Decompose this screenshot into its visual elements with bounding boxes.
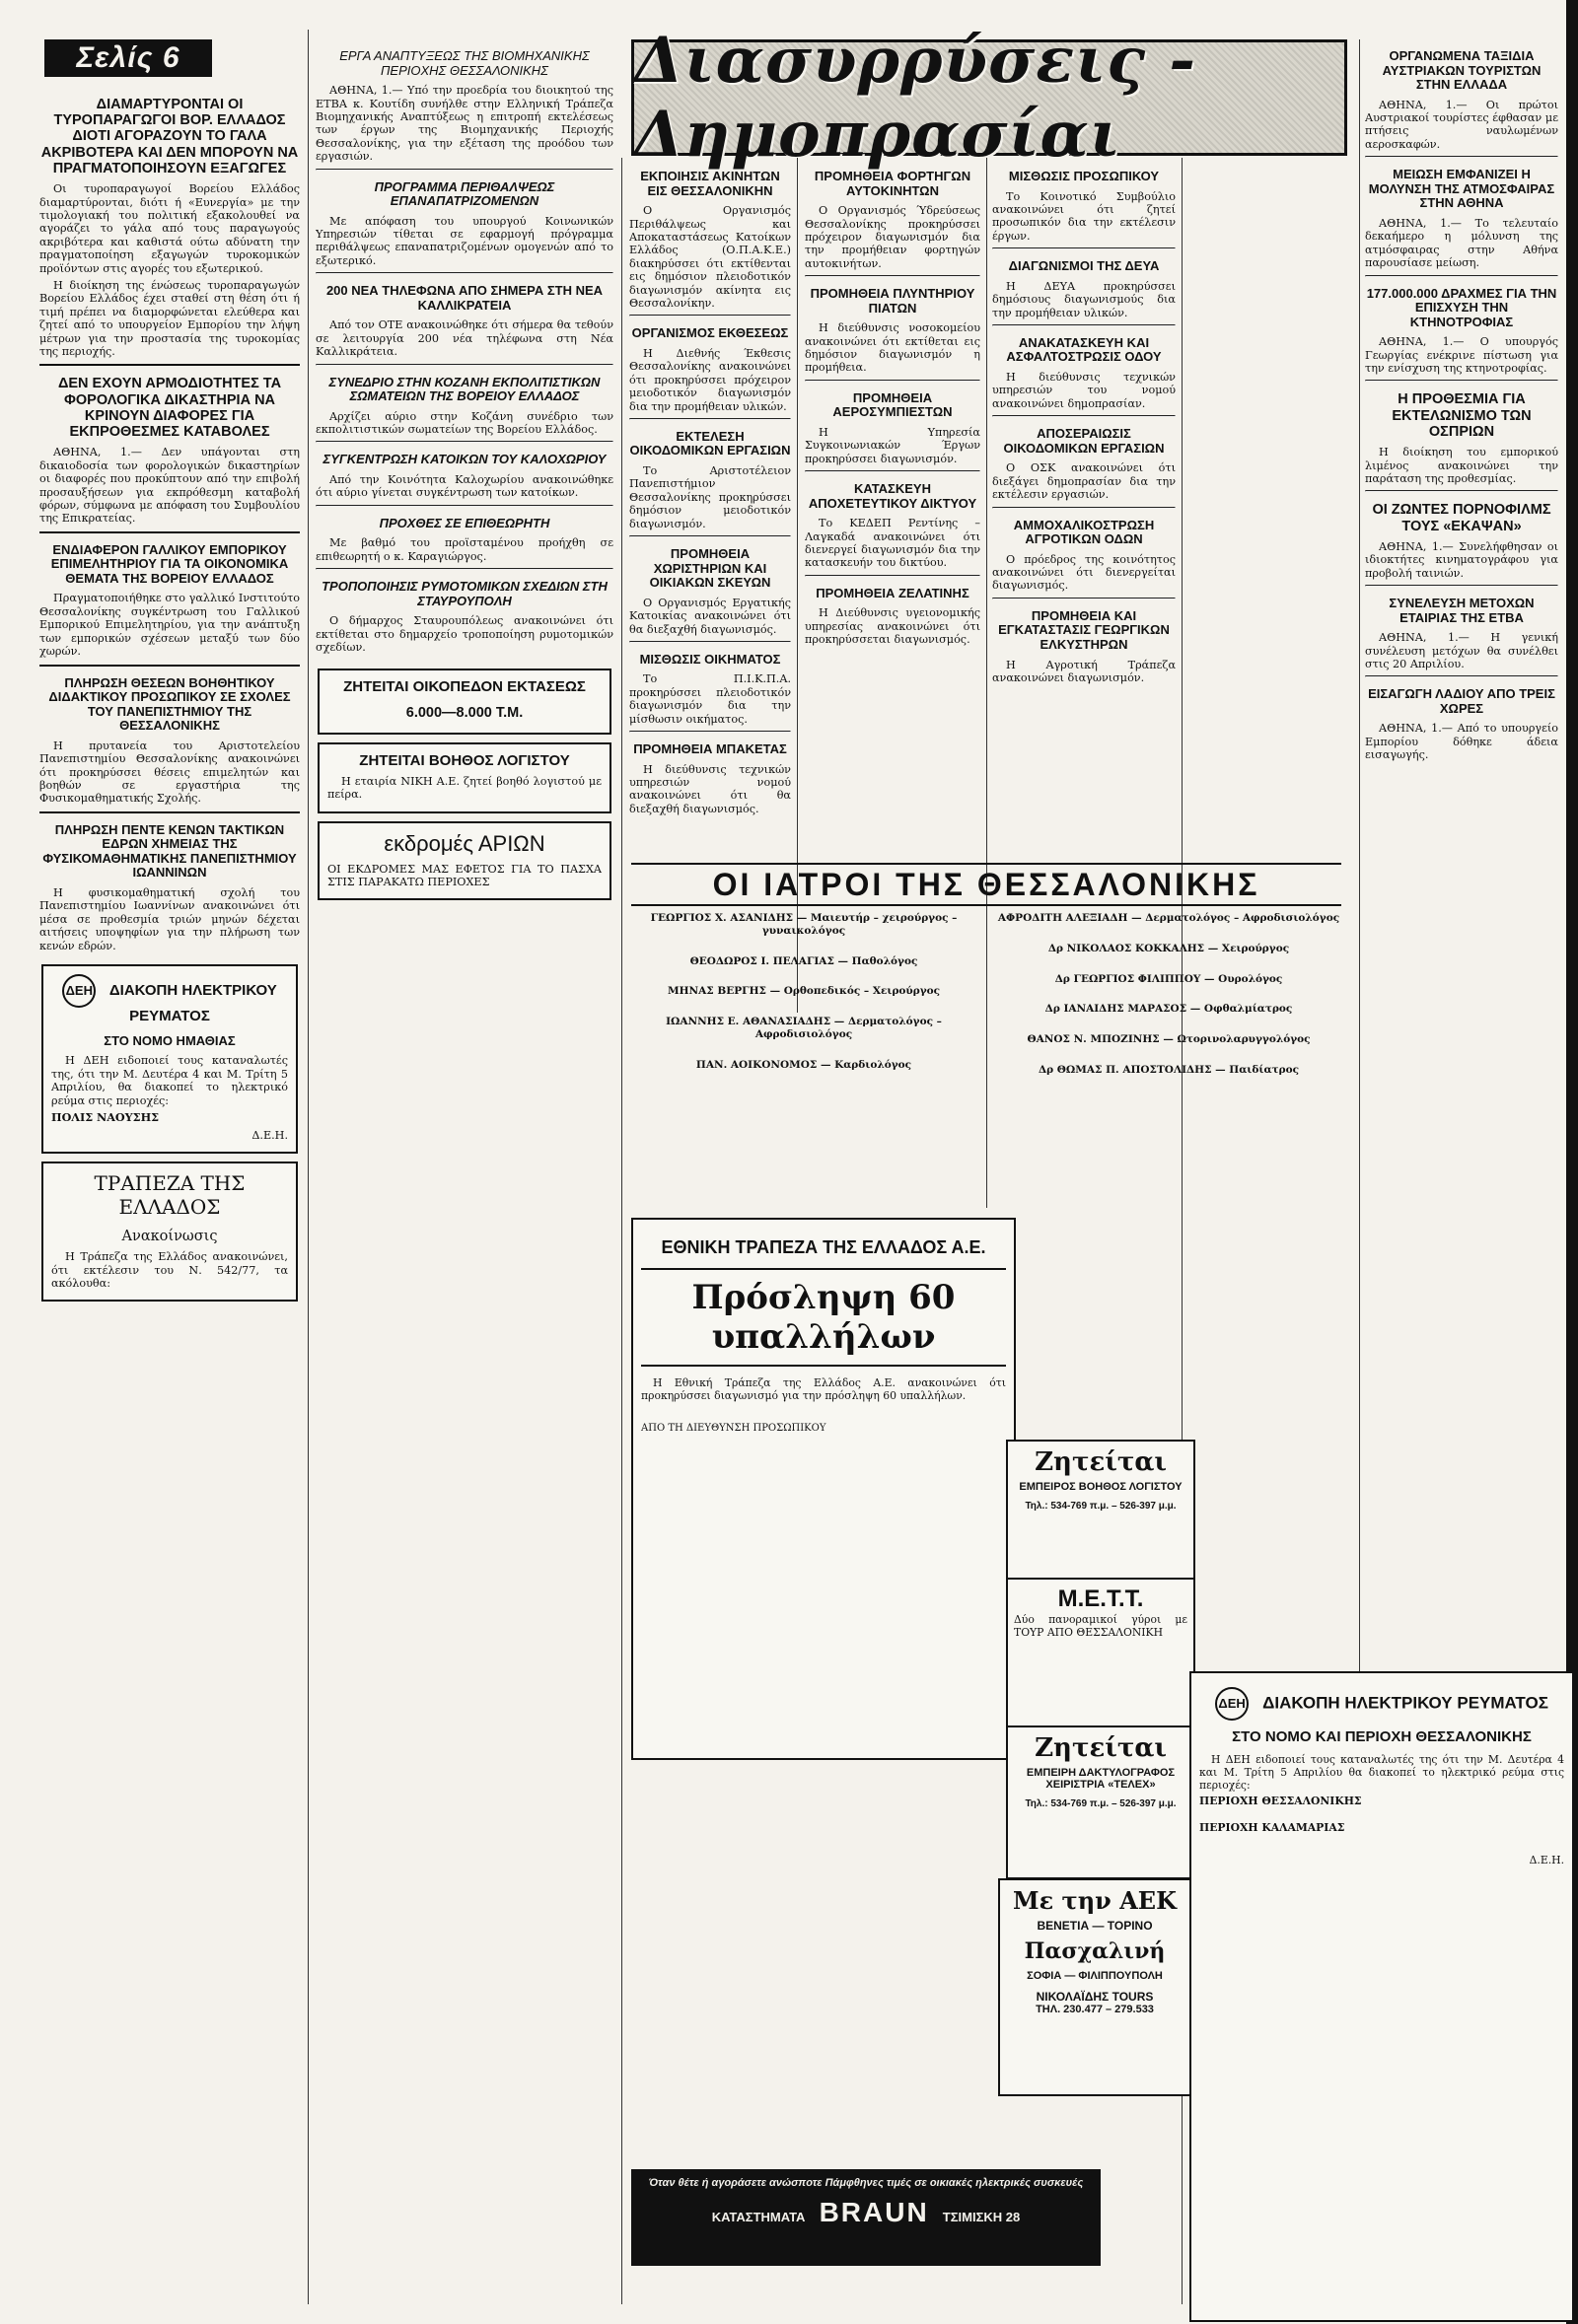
article-text: Η διεύθυνσις νοσοκομείου ανακοινώνει ότι εκτίθεται εις δημόσιον διαγωνισμόν η προμήθεια. [805,321,980,375]
headline: ΠΛΗΡΩΣΗ ΠΕΝΤΕ ΚΕΝΩΝ ΤΑΚΤΙΚΩΝ ΕΔΡΩΝ ΧΗΜΕΙΑΣ ΤΗΣ ΦΥΣΙΚΟΜΑΘΗΜΑΤΙΚΗΣ ΠΑΝΕΠΙΣΤΗΜΙΟΥ ΙΩΑΝΝΙΝΩΝ [42,821,297,880]
dei-notice-area: ΠΕΡΙΟΧΗ ΘΕΣΣΑΛΟΝΙΚΗΣ [1199,1795,1362,1807]
aek-destination: ΒΕΝΕΤΙΑ — ΤΟΡΙΝΟ [1037,1919,1153,1933]
doctor-entry: ΘΑΝΟΣ Ν. ΜΠΟΖΙΝΗΣ — Ωτορινολαρυγγολόγος [1027,1033,1311,1046]
article-text: Με απόφαση του υπουργού Κοινωνικών Υπηρεσιών τίθεται σε εφαρμογή πρόγραμμα περιθάλψεως επαναπατριζομένων ομογενών από το εξωτερικό. [316,214,613,267]
wanted-title: Ζητείται [1035,1733,1167,1763]
dei-notice-sign: Δ.Ε.Η. [1529,1854,1564,1866]
braun-slogan: Όταν θέτε ή αγοράσετε ανώσποτε Πάμφθηνες τιμές σε οικιακές ηλεκτρικές συσκευές [648,2177,1084,2189]
aek-phone: ΤΗΛ. 230.477 – 279.533 [1036,2004,1154,2015]
headline: ΠΡΟΜΗΘΕΙΑ ΜΠΑΚΕΤΑΣ [633,741,787,757]
article-text: Ο Οργανισμός Περιθάλψεως και Αποκαταστάσεως Κατοίκων Ελλάδος (Ο.Π.Α.Κ.Ε.) διακηρύσσει ότι εκτίθενται εις δημόσιον πλειοδοτικόν διαγωνισμόν ακίνητα εις Θεσσαλονίκην. [629,204,791,310]
headline: ΑΝΑΚΑΤΑΣΚΕΥΗ ΚΑΙ ΑΣΦΑΛΤΟΣΤΡΩΣΙΣ ΟΔΟΥ [1006,334,1162,365]
bank-notice-subtitle: Ανακοίνωσις [121,1228,218,1244]
aek-destination-2: ΣΟΦΙΑ — ΦΙΛΙΠΠΟΥΠΟΛΗ [1027,1970,1163,1982]
dei-logo-icon: ΔΕΗ [1215,1687,1249,1721]
headline: ΔΙΑΜΑΡΤΥΡΟΝΤΑΙ ΟΙ ΤΥΡΟΠΑΡΑΓΩΓΟΙ ΒΟΡ. ΕΛΛΑΔΟΣ ΔΙΟΤΙ ΑΓΟΡΑΖΟΥΝ ΤΟ ΓΑΛΑ ΑΚΡΙΒΟΤΕΡΑ ΚΑΙ ΔΕΝ ΜΠΟΡΟΥΝ ΝΑ ΠΡΑΓΜΑΤΟΠΟΙΗΣΟΥΝ ΕΞΑΓΩΓΕΣ [40,97,299,176]
article-text: Με βαθμό του προϊσταμένου προήχθη σε επιθεωρητή ο κ. Καραγιώργος. [316,536,613,563]
accountant-ad-title: ΖΗΤΕΙΤΑΙ ΒΟΗΘΟΣ ΛΟΓΙΣΤΟΥ [359,751,570,769]
article-text: Το Κοινοτικό Συμβούλιο ανακοινώνει ότι ζητεί προσωπικόν δια την εκτέλεσιν έργων. [992,189,1176,243]
dei-logo-icon: ΔΕΗ [62,974,96,1008]
bank-of-greece-notice [41,1162,298,1302]
dei-notice-thessaloniki [1189,1671,1574,2322]
national-bank-title: ΕΘΝΙΚΗ ΤΡΑΠΕΖΑ ΤΗΣ ΕΛΛΑΔΟΣ Α.Ε. [661,1237,986,1257]
headline: ΜΙΣΘΩΣΙΣ ΟΙΚΗΜΑΤΟΣ [639,651,781,667]
headline: ΠΡΟΜΗΘΕΙΑ ΑΕΡΟΣΥΜΠΙΕΣΤΩΝ [832,389,953,420]
section-banner [631,24,1347,172]
doctor-entry: Δρ ΝΙΚΟΛΑΟΣ ΚΟΚΚΑΛΗΣ — Χειρούργος [1047,942,1290,954]
arion-tours-ad [318,821,611,901]
article-text: Ο Οργανισμός Εργατικής Κατοικίας ανακοινώνει ότι θα διεξαχθή διαγωνισμός. [629,596,791,636]
article-text: ΑΘΗΝΑ, 1.— Υπό την προεδρία του διοικητού της ΕΤΒΑ κ. Κουτίδη συνήλθε στην Ελληνική Τράπεζα Βιομηχανικής Αναπτύξεως η επιτροπή εκτελέσεως των έργων της Βιομηχανικής Περιοχής Θεσσαλονίκης, για την εξέταση της προόδου των εργασιών. [316,84,613,164]
doctor-entry: ΓΕΩΡΓΙΟΣ Χ. ΑΣΑΝΙΔΗΣ — Μαιευτήρ – χειρούργος – γυναικολόγος [650,912,958,937]
headline: ΣΥΝΕΔΡΙΟ ΣΤΗΝ ΚΟΖΑΝΗ ΕΚΠΟΛΙΤΙΣΤΙΚΩΝ ΣΩΜΑΤΕΙΩΝ ΤΗΣ ΒΟΡΕΙΟΥ ΕΛΛΑΔΟΣ [328,374,601,404]
headline: ΟΡΓΑΝΩΜΕΝΑ ΤΑΞΙΔΙΑ ΑΥΣΤΡΙΑΚΩΝ ΤΟΥΡΙΣΤΩΝ ΣΤΗΝ ΕΛΛΑΔΑ [1382,48,1542,93]
braun-logo: BRAUN [819,2197,929,2227]
aek-easter: Πασχαλινή [1024,1938,1166,1964]
headline: ΚΑΤΑΣΚΕΥΗ ΑΠΟΧΕΤΕΥΤΙΚΟΥ ΔΙΚΤΥΟΥ [808,481,977,511]
article-text: Ο δήμαρχος Σταυρουπόλεως ανακοινώνει ότι εκτίθεται στο δημαρχείο τροποποίηση ρυμοτομικών σχεδίων. [316,614,613,655]
headline: ΜΙΣΘΩΣΙΣ ΠΡΟΣΩΠΙΚΟΥ [1008,169,1160,183]
article-text: ΑΘΗΝΑ, 1.— Το τελευταίο δεκαήμερο η μόλυνση της ατμόσφαιρας στην Αθήνα παρουσίασε μείωση. [1365,216,1558,270]
accountant-ad-text: Η εταιρία ΝΙΚΗ Α.Ε. ζητεί βοηθό λογιστού με πείρα. [327,774,602,802]
dei-notice-title: ΔΕΗ ΔΙΑΚΟΠΗ ΗΛΕΚΤΡΙΚΟΥ ΡΕΥΜΑΤΟΣ [51,974,288,1024]
dei-notice-subtitle: ΣΤΟ ΝΟΜΟ ΚΑΙ ΠΕΡΙΟΧΗ ΘΕΣΣΑΛΟΝΙΚΗΣ [1232,1728,1532,1745]
headline: 177.000.000 ΔΡΑΧΜΕΣ ΓΙΑ ΤΗΝ ΕΠΙΣΧΥΣΗ ΤΗΝ ΚΤΗΝΟΤΡΟΦΙΑΣ [1366,285,1557,329]
headline: ΠΛΗΡΩΣΗ ΘΕΣΕΩΝ ΒΟΗΘΗΤΙΚΟΥ ΔΙΔΑΚΤΙΚΟΥ ΠΡΟΣΩΠΙΚΟΥ ΣΕ ΣΧΟΛΕΣ ΤΟΥ ΠΑΝΕΠΙΣΤΗΜΙΟΥ ΤΗΣ ΘΕΣΣΑΛΟΝΙΚΗΣ [48,674,291,734]
column-6 [1365,39,1558,1656]
dei-notice-imathia [41,964,298,1154]
wanted-typist-ad [1006,1725,1195,1879]
headline: ΤΡΟΠΟΠΟΙΗΣΙΣ ΡΥΜΟΤΟΜΙΚΩΝ ΣΧΕΔΙΩΝ ΣΤΗ ΣΤΑΥΡΟΥΠΟΛΗ [322,579,608,608]
article-text: Η φυσικομαθηματική σχολή του Πανεπιστημίου Ιωαννίνων ανακοινώνει ότι μέσα σε προθεσμία τριών μηνών δέχεται αιτήσεις υποψηφίων για την πλήρωση των κενών εδρών. [39,885,300,952]
doctor-entry: ΜΗΝΑΣ ΒΕΡΓΗΣ — Ορθοπεδικός – Χειρούργος [667,985,941,998]
headline: ΕΚΤΕΛΕΣΗ ΟΙΚΟΔΟΜΙΚΩΝ ΕΡΓΑΣΙΩΝ [629,428,791,458]
article-text: Η πρυτανεία του Αριστοτελείου Πανεπιστημίου Θεσσαλονίκης ανακοινώνει ότι προκηρύσσει θέσεις επιμελητών και βοηθών σε εργαστήρια της Φυσικομαθηματικής Σχολής. [39,739,300,806]
bank-notice-text: Η Τράπεζα της Ελλάδος ανακοινώνει, ότι εκτέλεσιν του Ν. 542/77, τα ακόλουθα: [51,1250,288,1290]
article-text: Πραγματοποιήθηκε στο γαλλικό Ινστιτούτο Θεσσαλονίκης συγκέντρωση του Γαλλικού Εμπορικού Επιμελητηρίου, για την ανάπτυξη των εμπορικών σχέσεων μεταξύ των δύο χωρών. [39,592,300,659]
doctors-directory-title: ΟΙ ΙΑΤΡΟΙ ΤΗΣ ΘΕΣΣΑΛΟΝΙΚΗΣ [631,863,1341,906]
headline: ΣΥΓΚΕΝΤΡΩΣΗ ΚΑΤΟΙΚΩΝ ΤΟΥ ΚΑΛΟΧΩΡΙΟΥ [323,452,607,467]
land-wanted-ad [318,669,611,735]
banner-title: Διασυρρύσεις - Δημοπρασίαι [634,24,1196,172]
headline: ΟΙ ΖΩΝΤΕΣ ΠΟΡΝΟΦΙΛΜΣ ΤΟΥΣ «ΕΚΑΨΑΝ» [1372,502,1551,534]
headline: ΔΙΑΓΩΝΙΣΜΟΙ ΤΗΣ ΔΕΥΑ [1008,258,1160,274]
wanted-subtitle: ΕΜΠΕΙΡΟΣ ΒΟΗΘΟΣ ΛΟΓΙΣΤΟΥ [1019,1481,1183,1493]
headline: ΠΡΟΓΡΑΜΜΑ ΠΕΡΙΘΑΛΨΕΩΣ ΕΠΑΝΑΠΑΤΡΙΖΟΜΕΝΩΝ [374,178,555,209]
wanted-phone: Τηλ.: 534-769 π.μ. – 526-397 μ.μ. [1025,1501,1177,1512]
headline: 200 ΝΕΑ ΤΗΛΕΦΩΝΑ ΑΠΟ ΣΗΜΕΡΑ ΣΤΗ ΝΕΑ ΚΑΛΛΙΚΡΑΤΕΙΑ [325,283,604,313]
dei-notice-text: Η ΔΕΗ ειδοποιεί τους καταναλωτές της ότι την Μ. Δευτέρα 4 και Μ. Τρίτη 5 Απριλίου θα διακοπεί το ηλεκτρικό ρεύμα στις περιοχές: [1199,1753,1564,1792]
dei-notice-area: ΠΕΡΙΟΧΗ ΚΑΛΑΜΑΡΙΑΣ [1199,1821,1345,1834]
braun-ad [631,2169,1101,2266]
column-rule [621,158,622,2304]
land-ad-size: 6.000—8.000 Τ.Μ. [405,704,524,721]
headline: ΔΕΝ ΕΧΟΥΝ ΑΡΜΟΔΙΟΤΗΤΕΣ ΤΑ ΦΟΡΟΛΟΓΙΚΑ ΔΙΚΑΣΤΗΡΙΑ ΝΑ ΚΡΙΝΟΥΝ ΔΙΑΦΟΡΕΣ ΓΙΑ ΕΚΠΡΟΘΕΣΜΕΣ ΚΑΤΑΒΟΛΕΣ [57,376,282,441]
braun-shop-line: ΚΑΤΑΣΤΗΜΑΤΑ BRAUN ΤΣΙΜΙΣΚΗ 28 [711,2197,1021,2227]
wanted-phone: Τηλ.: 534-769 π.μ. – 526-397 μ.μ. [1025,1798,1177,1809]
headline: ΠΡΟΜΗΘΕΙΑ ΖΕΛΑΤΙΝΗΣ [816,585,969,600]
dei-notice-sign: Δ.Ε.Η. [251,1128,288,1142]
article-text: ΑΘΗΝΑ, 1.— Οι πρώτοι Αυστριακοί τουρίστες έφθασαν με πτήσεις ναυλωμένων αεροσκαφών. [1365,98,1558,151]
article-text: Η Διεύθυνσις υγειονομικής υπηρεσίας ανακοινώνει ότι προκηρύσσεται διαγωνισμός. [805,606,980,647]
headline: ΕΚΠΟΙΗΣΙΣ ΑΚΙΝΗΤΩΝ ΕΙΣ ΘΕΣΣΑΛΟΝΙΚΗΝ [640,169,780,198]
doctor-entry: ΘΕΟΔΩΡΟΣ Ι. ΠΕΛΑΓΙΑΣ — Παθολόγος [689,954,918,967]
doctor-entry: Δρ ΙΑΝΑΙΔΗΣ ΜΑΡΑΣΟΣ — Οφθαλμίατρος [1044,1003,1293,1016]
headline: ΠΡΟΜΗΘΕΙΑ ΧΩΡΙΣΤΗΡΙΩΝ ΚΑΙ ΟΙΚΙΑΚΩΝ ΣΚΕΥΩΝ [649,546,771,591]
article-text: Η ΔΕΥΑ προκηρύσσει δημόσιους διαγωνισμούς δια την προμήθειαν υλικών. [992,279,1176,319]
article-text: Το ΚΕΔΕΠ Ρεντίνης – Λαγκαδά ανακοινώνει ότι διενεργεί διαγωνισμόν δια την κατασκευήν του δικτύου. [805,517,980,570]
headline: ΣΥΝΕΛΕΥΣΗ ΜΕΤΟΧΩΝ ΕΤΑΙΡΙΑΣ ΤΗΣ ΕΤΒΑ [1389,596,1535,625]
article-text: ΑΘΗΝΑ, 1.— Δεν υπάγονται στη δικαιοδοσία των φορολογικών δικαστηρίων οι διαφορές που προκύπτουν από την επιβολή προσαυξήσεων για εκπρόθεσμη καταβολή φόρων, σύμφωνα με απόφαση του Συμβουλίου της Επικρατείας. [39,446,300,526]
land-ad-title: ΖΗΤΕΙΤΑΙ ΟΙΚΟΠΕΔΟΝ ΕΚΤΑΣΕΩΣ [343,677,586,695]
article-text: ΑΘΗΝΑ, 1.— Ο υπουργός Γεωργίας ενέκρινε πίστωση για την ενίσχυση της κτηνοτροφίας. [1365,335,1558,375]
column-4 [805,160,980,850]
national-bank-sign: ΑΠΟ ΤΗ ΔΙΕΥΘΥΝΣΗ ΠΡΟΣΩΠΙΚΟΥ [641,1423,826,1434]
bank-notice-title: ΤΡΑΠΕΖΑ ΤΗΣ ΕΛΛΑΔΟΣ [94,1170,246,1219]
article-text: Η Αγροτική Τράπεζα ανακοινώνει διαγωνισμόν. [992,658,1176,684]
column-2 [316,39,613,2324]
article-text: Η Υπηρεσία Συγκοινωνιακών Έργων προκηρύσσει διαγωνισμόν. [805,425,980,465]
headline: ΠΡΟΜΗΘΕΙΑ ΚΑΙ ΕΓΚΑΤΑΣΤΑΣΙΣ ΓΕΩΡΓΙΚΩΝ ΕΛΚΥΣΤΗΡΩΝ [998,607,1170,652]
doctor-entry: ΑΦΡΟΔΙΤΗ ΑΛΕΞΙΑΔΗ — Δερματολόγος – Αφροδισιολόγος [997,912,1340,924]
article-text: Η Διεθνής Έκθεσις Θεσσαλονίκης ανακοινώνει ότι προκηρύσσει πρόχειρον μειοδοτικόν διαγωνισμόν δια την προμήθειαν υλικών. [629,346,791,413]
national-bank-text: Η Εθνική Τράπεζα της Ελλάδος Α.Ε. ανακοινώνει ότι προκηρύσσει διαγωνισμό για την πρόσληψη 60 υπαλλήλων. [641,1376,1006,1402]
wanted-subtitle: ΕΜΠΕΙΡΗ ΔΑΚΤΥΛΟΓΡΑΦΟΣ ΧΕΙΡΙΣΤΡΙΑ «ΤΕΛΕΧ» [1026,1767,1176,1791]
doctors-directory [631,912,1341,1208]
headline: ΠΡΟΜΗΘΕΙΑ ΦΟΡΤΗΓΩΝ ΑΥΤΟΚΙΝΗΤΩΝ [814,169,971,198]
dei-notice-text: Η ΔΕΗ ειδοποιεί τους καταναλωτές της, ότι την Μ. Δευτέρα 4 και Μ. Τρίτη 5 Απριλίου, θα διακοπεί το ηλεκτρικό ρεύμα στις περιοχές: [51,1054,288,1107]
article-text: Ο ΟΣΚ ανακοινώνει ότι διεξάγει δημοπρασίαν δια την εκτέλεσιν εργασιών. [992,461,1176,502]
headline: ΠΡΟΧΘΕΣ ΣΕ ΕΠΙΘΕΩΡΗΤΗ [379,515,550,530]
article-text: Η διοίκηση του εμπορικού λιμένος ανακοινώνει την παράταση της προθεσμίας. [1365,446,1558,485]
national-bank-headline: Πρόσληψη 60 υπαλλήλων [641,1268,1006,1367]
wanted-title: Ζητείται [1035,1447,1167,1477]
headline: ΠΡΟΜΗΘΕΙΑ ΠΛΥΝΤΗΡΙΟΥ ΠΙΑΤΩΝ [810,286,975,316]
aek-agency: ΝΙΚΟΛΑΪΔΗΣ TOURS [1036,1990,1154,2004]
headline: Η ΠΡΟΘΕΣΜΙΑ ΓΙΑ ΕΚΤΕΛΩΝΙΣΜΟ ΤΩΝ ΟΣΠΡΙΩΝ [1392,391,1532,440]
article-text: Το Π.Ι.Κ.Π.Α. προκηρύσσει πλειοδοτικόν διαγωνισμόν δια την μίσθωσιν οικήματος. [629,672,791,726]
dei-notice-area: ΠΟΛΙΣ ΝΑΟΥΣΗΣ [51,1110,160,1125]
article-text: Ο πρόεδρος της κοινότητος ανακοινώνει ότι διενεργείται διαγωνισμός. [992,552,1176,593]
headline: ΕΝΔΙΑΦΕΡΟΝ ΓΑΛΛΙΚΟΥ ΕΜΠΟΡΙΚΟΥ ΕΠΙΜΕΛΗΤΗΡΙΟΥ ΓΙΑ ΤΑ ΟΙΚΟΝΟΜΙΚΑ ΘΕΜΑΤΑ ΤΗΣ ΒΟΡΕΙΟΥ ΕΛΛΑΔΟΣ [50,541,289,586]
page-masthead: Σελίς 6 [44,39,212,77]
article-text: Από τον ΟΤΕ ανακοινώθηκε ότι σήμερα θα τεθούν σε λειτουργία 200 νέα τηλέφωνα στη Νέα Καλλικράτεια. [316,318,613,359]
mett-title: Μ.Ε.Τ.Τ. [1057,1585,1144,1612]
article-text: Από την Κοινότητα Καλοχωρίου ανακοινώθηκε ότι αύριο γίνεται συγκέντρωση των κατοίκων. [316,473,613,500]
doctor-entry: ΠΑΝ. ΑΟΙΚΟΝΟΜΟΣ — Καρδιολόγος [695,1058,912,1071]
headline: ΕΡΓΑ ΑΝΑΠΤΥΞΕΩΣ ΤΗΣ ΒΙΟΜΗΧΑΝΙΚΗΣ ΠΕΡΙΟΧΗΣ ΘΕΣΣΑΛΟΝΙΚΗΣ [339,48,590,78]
arion-ad-text: ΟΙ ΕΚΔΡΟΜΕΣ ΜΑΣ ΕΦΕΤΟΣ ΓΙΑ ΤΟ ΠΑΣΧΑ ΣΤΙΣ ΠΑΡΑΚΑΤΩ ΠΕΡΙΟΧΕΣ [327,862,602,888]
article-text: Το Αριστοτέλειον Πανεπιστήμιον Θεσσαλονίκης προκηρύσσει δημόσιον μειοδοτικόν διαγωνισμόν. [629,464,791,530]
headline: ΑΜΜΟΧΑΛΙΚΟΣΤΡΩΣΗ ΑΓΡΟΤΙΚΩΝ ΟΔΩΝ [1013,517,1155,547]
article-text: Η διοίκηση της ένώσεως τυροπαραγωγών Βορείου Ελλάδος έχει σταθεί στη θέση ότι ή τιμή πρέπει να διαμορφώνεται ελεύθερα και ζητεί από το υπουργείον Εμπορίου την λήψη μέτρων για την προστασία της τυροκομίας της περιοχής. [39,279,300,359]
article-text: ΑΘΗΝΑ, 1.— Η γενική συνέλευση μετόχων θα συνέλθει στις 20 Απριλίου. [1365,631,1558,670]
column-rule [308,30,309,2304]
mett-text: Δύο πανοραμικοί γύροι με ΤΟΥΡ ΑΠΟ ΘΕΣΣΑΛΟΝΙΚΗ [1014,1613,1187,1639]
accountant-wanted-ad [318,742,611,813]
article-text: Οι τυροπαραγωγοί Βορείου Ελλάδος διαμαρτύρονται, διότι ή «Ευνεργία» με την τιμολογιακή του πολιτική εξακολουθεί να αγοράζει το γάλα από τους παραγωγούς ακριβότερα και καθιστά ούτω αδύνατη την πραγματοποίηση εξαγωγών τυροκομικών προϊόντων στις αγορές του εξωτερικού. [39,182,300,275]
headline: ΟΡΓΑΝΙΣΜΟΣ ΕΚΘΕΣΕΩΣ [631,325,789,341]
headline: ΜΕΙΩΣΗ ΕΜΦΑΝΙΖΕΙ Η ΜΟΛΥΝΣΗ ΤΗΣ ΑΤΜΟΣΦΑΙΡΑΣ ΣΤΗΝ ΑΘΗΝΑ [1368,167,1555,211]
doctor-entry: Δρ ΘΩΜΑΣ Π. ΑΠΟΣΤΟΛΙΔΗΣ — Παιδίατρος [1039,1063,1299,1076]
article-text: Ο Οργανισμός Ύδρεύσεως Θεσσαλονίκης προκηρύσσει πρόχειρον διαγωνισμόν δια την προμήθειαν φορτηγών αυτοκινήτων. [805,204,980,270]
article-text: ΑΘΗΝΑ, 1.— Συνελήφθησαν οι ιδιοκτήτες κινηματογράφου για προβολή ταινιών. [1365,539,1558,580]
doctor-entry: ΙΩΑΝΝΗΣ Ε. ΑΘΑΝΑΣΙΑΔΗΣ — Δερματολόγος – Αφροδισιολόγος [666,1016,942,1040]
aek-title: Με την ΑΕΚ [1013,1886,1177,1915]
dei-notice-subtitle: ΣΤΟ ΝΟΜΟ ΗΜΑΘΙΑΣ [104,1032,236,1048]
article-text: Η διεύθυνσις τεχνικών υπηρεσιών νομού ανακοινώνει ότι θα διεξαχθή διαγωνισμός. [629,762,791,815]
article-text: Αρχίζει αύριο στην Κοζάνη συνέδριο των εκπολιτιστικών σωματείων της Βορείου Ελλάδος. [316,409,613,437]
headline: ΑΠΟΣΕΡΑΙΩΣΙΣ ΟΙΚΟΔΟΜΙΚΩΝ ΕΡΓΑΣΙΩΝ [1003,426,1165,456]
article-text: ΑΘΗΝΑ, 1.— Από το υπουργείο Εμπορίου δόθηκε άδεια εισαγωγής. [1365,722,1558,762]
wanted-assistant-accountant-ad [1006,1440,1195,1584]
article-text: Η διεύθυνσις τεχνικών υπηρεσιών του νομού ανακοινώνει δημοπρασίαν. [992,371,1176,410]
column-1 [39,87,300,2324]
arion-ad-title: εκδρομές ΑΡΙΩΝ [384,830,545,856]
doctor-entry: Δρ ΓΕΩΡΓΙΟΣ ΦΙΛΙΠΠΟΥ — Ουρολόγος [1054,972,1283,985]
dei-notice-title: ΔΕΗ ΔΙΑΚΟΠΗ ΗΛΕΚΤΡΙΚΟΥ ΡΕΥΜΑΤΟΣ [1199,1687,1564,1721]
mett-tours-ad [1006,1578,1195,1731]
aek-tours-ad [998,1878,1191,2096]
national-bank-ad [631,1218,1016,1760]
headline: ΕΙΣΑΓΩΓΗ ΛΑΔΙΟΥ ΑΠΟ ΤΡΕΙΣ ΧΩΡΕΣ [1368,686,1555,716]
